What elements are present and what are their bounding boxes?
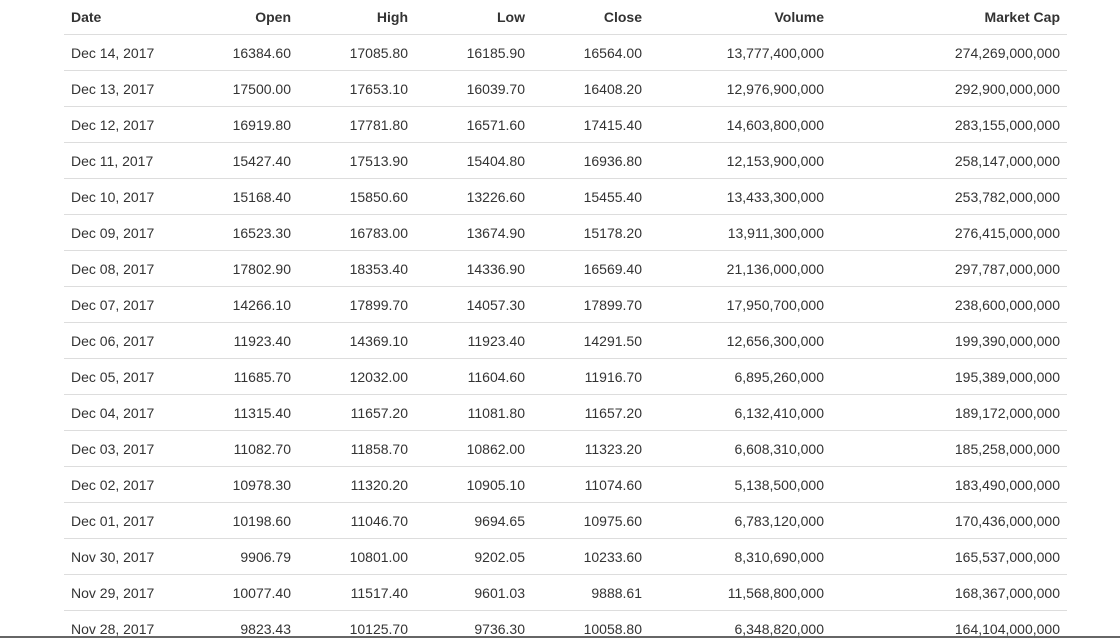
cell-high: 14369.10: [298, 323, 415, 359]
cell-close: 10233.60: [532, 539, 649, 575]
table-header: [64, 0, 1067, 35]
cell-high: 10801.00: [298, 539, 415, 575]
table-row: [64, 467, 1067, 503]
cell-volume: 8,310,690,000: [649, 539, 831, 575]
cell-open: 15427.40: [181, 143, 298, 179]
cell-close: 15178.20: [532, 215, 649, 251]
cell-close: 11916.70: [532, 359, 649, 395]
table-row: [64, 575, 1067, 611]
cell-market-cap: 283,155,000,000: [831, 107, 1067, 143]
cell-market-cap: 258,147,000,000: [831, 143, 1067, 179]
cell-date: Nov 30, 2017: [64, 539, 181, 575]
cell-low: 10905.10: [415, 467, 532, 503]
cell-close: 16569.40: [532, 251, 649, 287]
cell-close: 11323.20: [532, 431, 649, 467]
cell-volume: 13,777,400,000: [649, 35, 831, 71]
cell-date: Dec 14, 2017: [64, 35, 181, 71]
table-row: [64, 107, 1067, 143]
cell-market-cap: 165,537,000,000: [831, 539, 1067, 575]
cell-low: 11604.60: [415, 359, 532, 395]
cell-high: 17653.10: [298, 71, 415, 107]
cell-open: 15168.40: [181, 179, 298, 215]
cell-close: 14291.50: [532, 323, 649, 359]
cell-date: Dec 01, 2017: [64, 503, 181, 539]
cell-open: 10198.60: [181, 503, 298, 539]
cell-low: 15404.80: [415, 143, 532, 179]
cell-volume: 12,976,900,000: [649, 71, 831, 107]
cell-low: 16039.70: [415, 71, 532, 107]
cell-high: 15850.60: [298, 179, 415, 215]
table-row: [64, 539, 1067, 575]
header-market-cap[interactable]: Market Cap: [831, 0, 1067, 35]
cell-volume: 11,568,800,000: [649, 575, 831, 611]
table-row: [64, 359, 1067, 395]
table-row: [64, 431, 1067, 467]
cell-date: Dec 07, 2017: [64, 287, 181, 323]
cell-open: 9823.43: [181, 611, 298, 639]
cell-close: 16408.20: [532, 71, 649, 107]
cell-high: 11517.40: [298, 575, 415, 611]
cell-low: 11923.40: [415, 323, 532, 359]
cell-close: 15455.40: [532, 179, 649, 215]
header-volume[interactable]: Volume: [649, 0, 831, 35]
header-close[interactable]: Close: [532, 0, 649, 35]
cell-low: 13226.60: [415, 179, 532, 215]
historical-data-table: [64, 0, 1067, 639]
table-row: [64, 143, 1067, 179]
cell-volume: 14,603,800,000: [649, 107, 831, 143]
cell-open: 16523.30: [181, 215, 298, 251]
cell-date: Dec 13, 2017: [64, 71, 181, 107]
cell-close: 17899.70: [532, 287, 649, 323]
cell-volume: 6,608,310,000: [649, 431, 831, 467]
table-row: [64, 503, 1067, 539]
cell-volume: 12,153,900,000: [649, 143, 831, 179]
cell-market-cap: 183,490,000,000: [831, 467, 1067, 503]
cell-date: Dec 10, 2017: [64, 179, 181, 215]
cell-close: 16564.00: [532, 35, 649, 71]
cell-high: 17899.70: [298, 287, 415, 323]
table-row: [64, 71, 1067, 107]
cell-high: 10125.70: [298, 611, 415, 639]
cell-market-cap: 185,258,000,000: [831, 431, 1067, 467]
cell-close: 17415.40: [532, 107, 649, 143]
cell-volume: 13,433,300,000: [649, 179, 831, 215]
cell-low: 13674.90: [415, 215, 532, 251]
cell-market-cap: 195,389,000,000: [831, 359, 1067, 395]
cell-market-cap: 276,415,000,000: [831, 215, 1067, 251]
cell-low: 10862.00: [415, 431, 532, 467]
cell-high: 11320.20: [298, 467, 415, 503]
table-row: [64, 287, 1067, 323]
cell-open: 16384.60: [181, 35, 298, 71]
cell-close: 16936.80: [532, 143, 649, 179]
cell-date: Dec 03, 2017: [64, 431, 181, 467]
cell-volume: 6,132,410,000: [649, 395, 831, 431]
page-bottom-divider: [0, 636, 1120, 638]
cell-date: Dec 09, 2017: [64, 215, 181, 251]
header-low[interactable]: Low: [415, 0, 532, 35]
cell-high: 11046.70: [298, 503, 415, 539]
cell-open: 10978.30: [181, 467, 298, 503]
cell-close: 9888.61: [532, 575, 649, 611]
cell-date: Dec 04, 2017: [64, 395, 181, 431]
cell-market-cap: 199,390,000,000: [831, 323, 1067, 359]
cell-market-cap: 292,900,000,000: [831, 71, 1067, 107]
cell-open: 14266.10: [181, 287, 298, 323]
header-date[interactable]: Date: [64, 0, 181, 35]
cell-close: 10058.80: [532, 611, 649, 639]
cell-close: 11657.20: [532, 395, 649, 431]
cell-open: 11082.70: [181, 431, 298, 467]
cell-low: 14057.30: [415, 287, 532, 323]
table-row: [64, 323, 1067, 359]
cell-volume: 6,348,820,000: [649, 611, 831, 639]
cell-market-cap: 189,172,000,000: [831, 395, 1067, 431]
cell-date: Dec 08, 2017: [64, 251, 181, 287]
cell-market-cap: 238,600,000,000: [831, 287, 1067, 323]
cell-open: 17500.00: [181, 71, 298, 107]
cell-market-cap: 168,367,000,000: [831, 575, 1067, 611]
cell-high: 18353.40: [298, 251, 415, 287]
cell-low: 16571.60: [415, 107, 532, 143]
cell-low: 14336.90: [415, 251, 532, 287]
header-high[interactable]: High: [298, 0, 415, 35]
table-row: [64, 179, 1067, 215]
cell-volume: 13,911,300,000: [649, 215, 831, 251]
cell-market-cap: 164,104,000,000: [831, 611, 1067, 639]
cell-volume: 5,138,500,000: [649, 467, 831, 503]
cell-date: Dec 05, 2017: [64, 359, 181, 395]
cell-volume: 12,656,300,000: [649, 323, 831, 359]
cell-low: 9694.65: [415, 503, 532, 539]
cell-high: 16783.00: [298, 215, 415, 251]
cell-open: 17802.90: [181, 251, 298, 287]
table-row: [64, 35, 1067, 71]
cell-low: 9601.03: [415, 575, 532, 611]
cell-market-cap: 253,782,000,000: [831, 179, 1067, 215]
cell-date: Nov 28, 2017: [64, 611, 181, 639]
cell-low: 9202.05: [415, 539, 532, 575]
cell-date: Dec 12, 2017: [64, 107, 181, 143]
cell-open: 16919.80: [181, 107, 298, 143]
cell-volume: 6,783,120,000: [649, 503, 831, 539]
cell-open: 11923.40: [181, 323, 298, 359]
table-row: [64, 215, 1067, 251]
header-row: [64, 0, 1067, 35]
cell-high: 11657.20: [298, 395, 415, 431]
cell-high: 17513.90: [298, 143, 415, 179]
header-open[interactable]: Open: [181, 0, 298, 35]
cell-date: Nov 29, 2017: [64, 575, 181, 611]
cell-date: Dec 06, 2017: [64, 323, 181, 359]
cell-open: 10077.40: [181, 575, 298, 611]
cell-market-cap: 170,436,000,000: [831, 503, 1067, 539]
cell-market-cap: 274,269,000,000: [831, 35, 1067, 71]
table-row: [64, 251, 1067, 287]
cell-low: 9736.30: [415, 611, 532, 639]
cell-high: 17781.80: [298, 107, 415, 143]
cell-volume: 21,136,000,000: [649, 251, 831, 287]
table-row: [64, 611, 1067, 639]
table-row: [64, 395, 1067, 431]
table-body: [64, 35, 1067, 639]
cell-market-cap: 297,787,000,000: [831, 251, 1067, 287]
cell-date: Dec 02, 2017: [64, 467, 181, 503]
cell-high: 12032.00: [298, 359, 415, 395]
cell-volume: 6,895,260,000: [649, 359, 831, 395]
cell-close: 11074.60: [532, 467, 649, 503]
cell-open: 9906.79: [181, 539, 298, 575]
cell-open: 11315.40: [181, 395, 298, 431]
cell-volume: 17,950,700,000: [649, 287, 831, 323]
cell-open: 11685.70: [181, 359, 298, 395]
cell-low: 16185.90: [415, 35, 532, 71]
cell-high: 11858.70: [298, 431, 415, 467]
cell-low: 11081.80: [415, 395, 532, 431]
cell-high: 17085.80: [298, 35, 415, 71]
cell-date: Dec 11, 2017: [64, 143, 181, 179]
cell-close: 10975.60: [532, 503, 649, 539]
